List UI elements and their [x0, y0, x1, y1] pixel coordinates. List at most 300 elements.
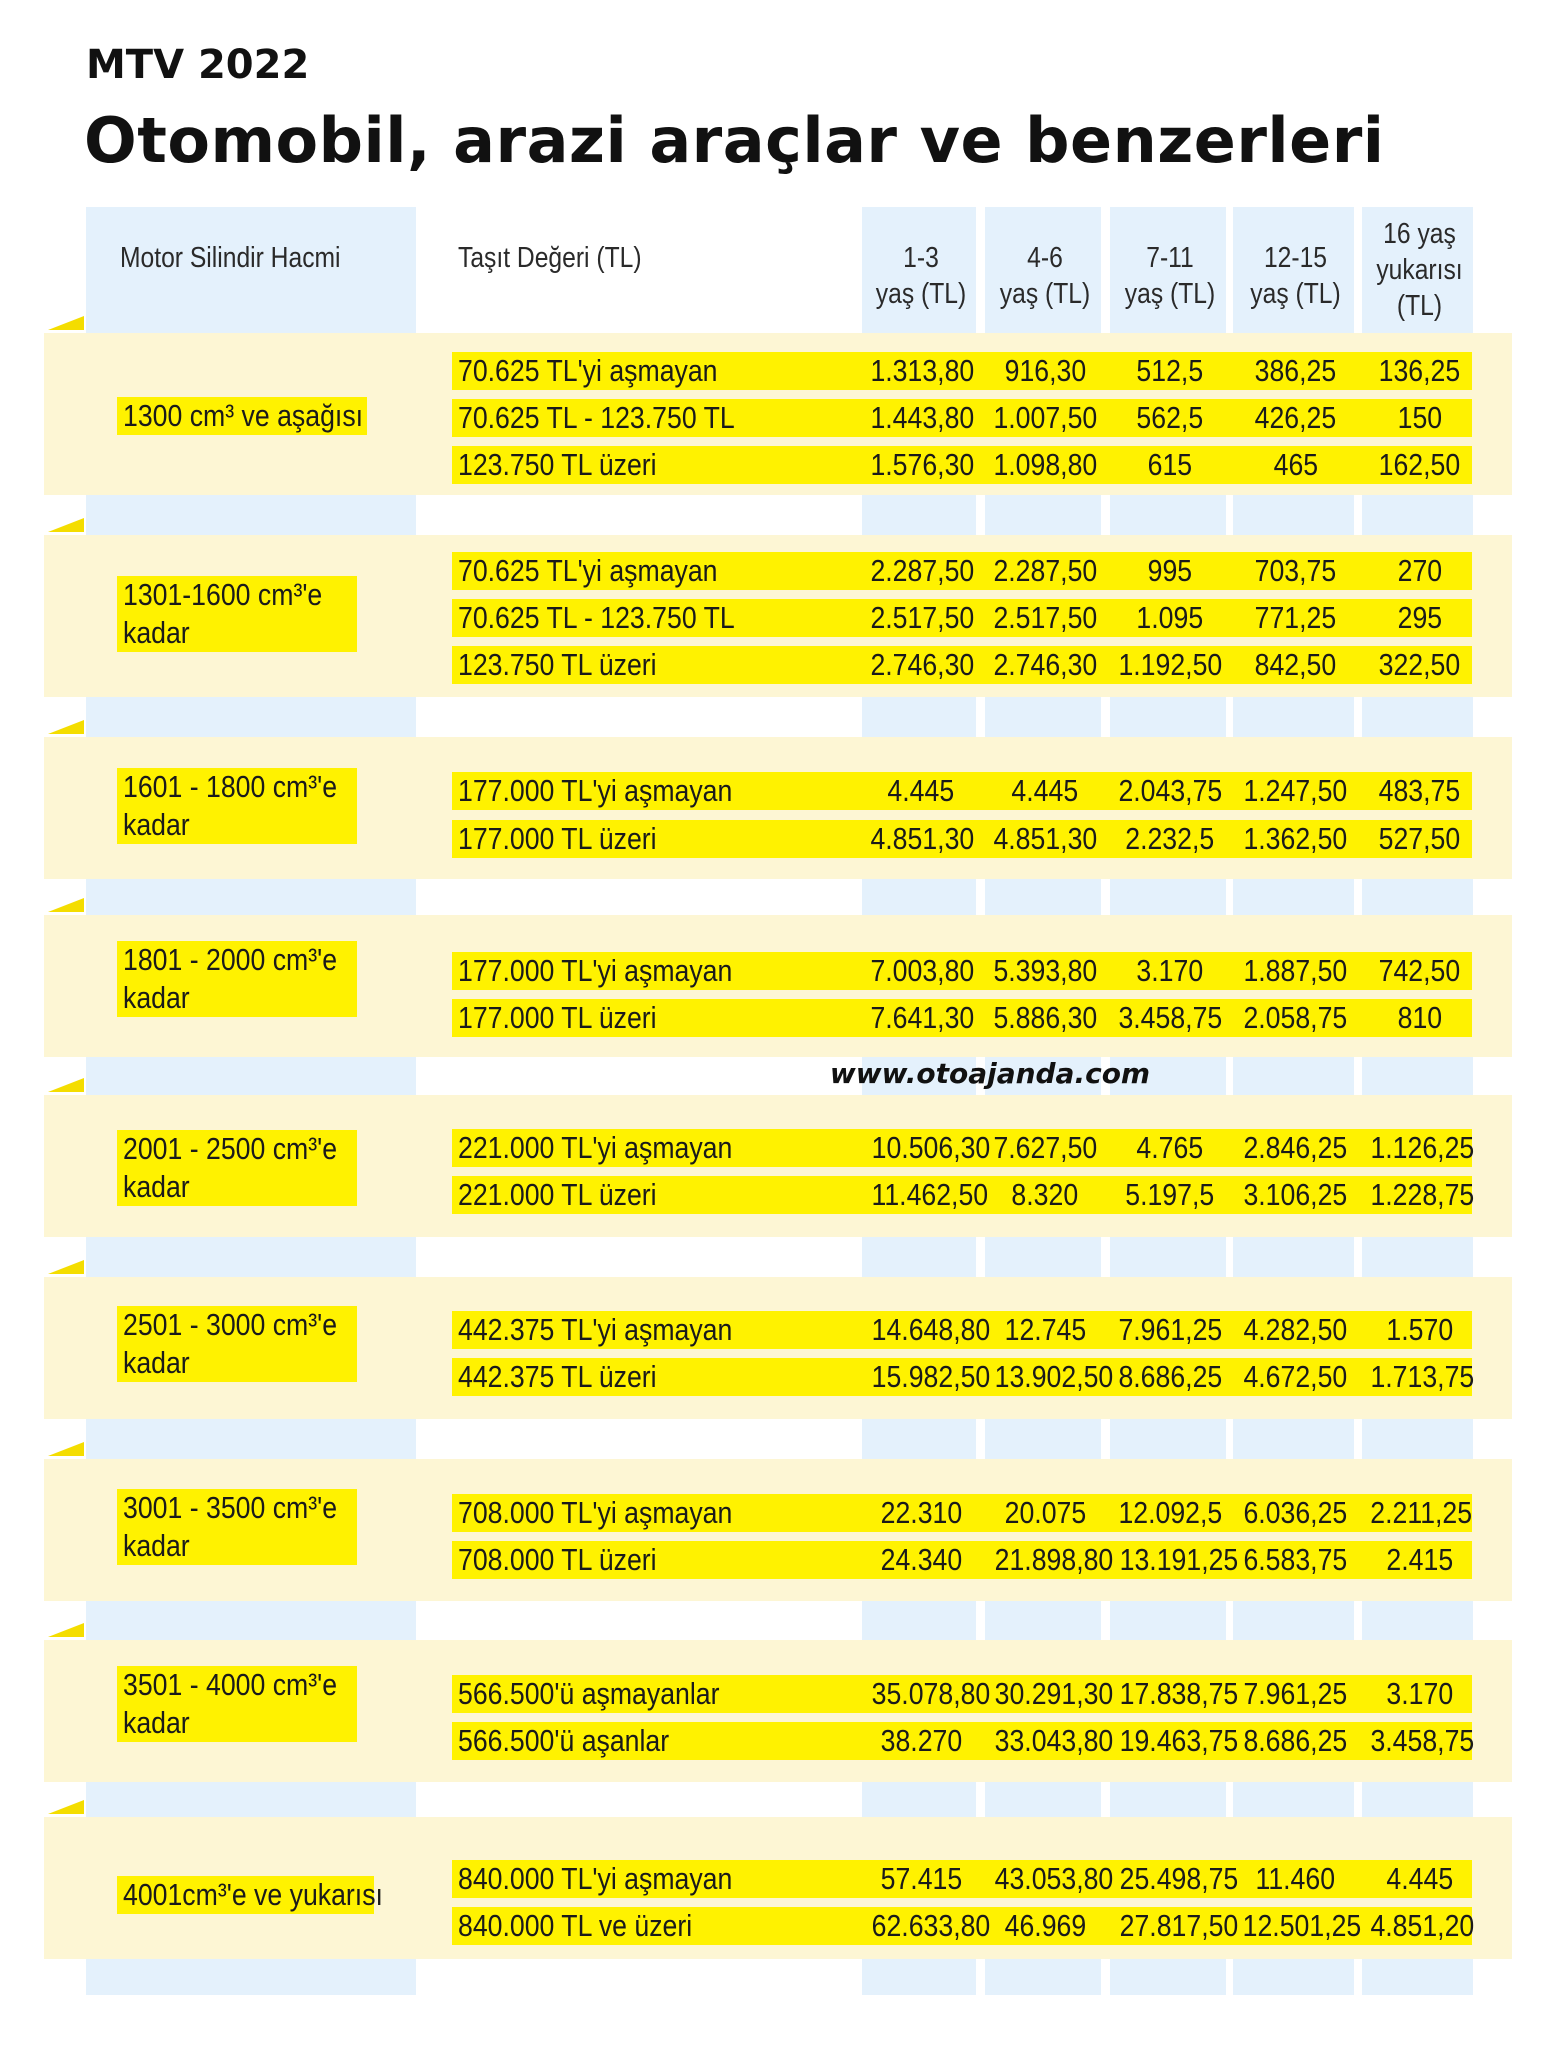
header-line: 7-11: [1146, 242, 1194, 274]
table-row: [452, 1311, 1472, 1349]
cell-text: 3.458,75: [1118, 1000, 1223, 1035]
cell-text: 17.838,75: [1119, 1676, 1239, 1711]
group-label-line: 3001 - 3500 cm³'e: [123, 1490, 338, 1525]
cell-text: 1.192,50: [1118, 647, 1223, 682]
cell-text: 12.745: [1004, 1312, 1086, 1347]
tax-amount-cell: [1362, 1494, 1477, 1532]
tax-amount-cell: [1110, 1541, 1239, 1579]
cell-text: 1.007,50: [993, 400, 1098, 435]
cell-text: 742,50: [1378, 953, 1461, 988]
table-row: [452, 952, 1472, 990]
header-line: (TL): [1396, 290, 1443, 322]
cell-text: 5.886,30: [993, 1000, 1098, 1035]
cell-text: 1.098,80: [993, 447, 1098, 482]
cell-text: 562,5: [1136, 400, 1204, 435]
cell-text: 11.460: [1255, 1861, 1336, 1896]
tax-amount-cell: [1362, 952, 1477, 990]
cell-text: 177.000 TL'yi aşmayan: [458, 773, 733, 808]
tax-amount-cell: [862, 352, 980, 390]
vehicle-value-cell: [458, 820, 689, 858]
cell-text: 1.713,75: [1370, 1359, 1475, 1394]
cell-text: 8.320: [1011, 1177, 1079, 1212]
cell-text: 8.686,25: [1243, 1723, 1348, 1758]
table-row: [452, 772, 1472, 810]
table-row: [452, 352, 1472, 390]
cell-text: 7.003,80: [870, 953, 975, 988]
table-row: [452, 1494, 1472, 1532]
cell-text: 4.851,30: [993, 821, 1098, 856]
tax-amount-cell: [862, 952, 980, 990]
corner-marker: [48, 1260, 84, 1274]
tax-amount-cell: [1233, 646, 1358, 684]
cell-text: 33.043,80: [994, 1723, 1114, 1758]
cell-text: 12.092,5: [1118, 1495, 1223, 1530]
cell-text: 19.463,75: [1119, 1723, 1239, 1758]
cell-text: 13.902,50: [994, 1359, 1114, 1394]
group-label-line: 2001 - 2500 cm³'e: [123, 1131, 338, 1166]
tax-amount-cell: [985, 1494, 1105, 1532]
table-row: [452, 599, 1472, 637]
tax-amount-cell: [985, 1675, 1114, 1713]
cell-text: 1.576,30: [870, 447, 975, 482]
cell-text: 43.053,80: [994, 1861, 1114, 1896]
cell-text: 2.287,50: [993, 553, 1098, 588]
tax-amount-cell: [1233, 599, 1358, 637]
tax-amount-cell: [1362, 1311, 1477, 1349]
cell-text: 512,5: [1136, 353, 1204, 388]
cell-text: 5.393,80: [993, 953, 1098, 988]
cell-text: 840.000 TL ve üzeri: [458, 1908, 693, 1943]
tax-amount-cell: [862, 1675, 991, 1713]
tax-amount-cell: [1233, 772, 1358, 810]
tax-amount-cell: [985, 1311, 1105, 1349]
group-label-line: kadar: [123, 807, 190, 842]
tax-amount-cell: [1233, 1860, 1358, 1898]
cell-text: 2.746,30: [870, 647, 975, 682]
cell-text: 177.000 TL üzeri: [458, 1000, 657, 1035]
cell-text: 1.095: [1136, 600, 1204, 635]
header-age4: [1242, 240, 1348, 312]
tax-amount-cell: [862, 999, 980, 1037]
title-small: MTV 2022: [86, 42, 310, 88]
cell-text: 35.078,80: [871, 1676, 991, 1711]
cell-text: 7.641,30: [870, 1000, 975, 1035]
tax-amount-cell: [1110, 1176, 1230, 1214]
header-line: 12-15: [1263, 242, 1328, 274]
vehicle-value-cell: [458, 1311, 777, 1349]
cell-text: 25.498,75: [1119, 1861, 1239, 1896]
cell-text: 842,50: [1254, 647, 1337, 682]
cell-text: 38.270: [880, 1723, 962, 1758]
cell-text: 2.211,25: [1370, 1495, 1473, 1530]
cell-text: 916,30: [1004, 353, 1086, 388]
header-line: yaş (TL): [1124, 278, 1216, 310]
tax-amount-cell: [1362, 1541, 1477, 1579]
cell-text: 221.000 TL'yi aşmayan: [458, 1130, 733, 1165]
group-label-line: 1300 cm³ ve aşağısı: [123, 398, 364, 433]
group-label: [117, 1306, 357, 1382]
corner-marker: [48, 1078, 84, 1092]
group-label: [117, 1130, 357, 1206]
vehicle-value-cell: [458, 1907, 730, 1945]
tax-amount-cell: [1362, 352, 1477, 390]
tax-amount-cell: [862, 646, 980, 684]
watermark: www.otoajanda.com: [829, 1057, 1151, 1090]
cell-text: 1.247,50: [1243, 773, 1348, 808]
cell-text: 4.445: [887, 773, 955, 808]
cell-text: 8.686,25: [1118, 1359, 1223, 1394]
tax-amount-cell: [1110, 1675, 1239, 1713]
cell-text: 3.106,25: [1243, 1177, 1348, 1212]
header-line: 1-3: [903, 242, 939, 274]
tax-amount-cell: [862, 399, 980, 437]
vehicle-value-cell: [458, 1494, 777, 1532]
header-line: 4-6: [1027, 242, 1063, 274]
cell-text: 4.445: [1386, 1861, 1453, 1896]
tax-amount-cell: [862, 1722, 980, 1760]
cell-text: 386,25: [1254, 353, 1337, 388]
tax-amount-cell: [862, 820, 980, 858]
tax-amount-cell: [1110, 446, 1230, 484]
cell-text: 11.462,50: [871, 1177, 989, 1212]
cell-text: 5.197,5: [1125, 1177, 1215, 1212]
tax-amount-cell: [1362, 1907, 1477, 1945]
tax-amount-cell: [1233, 952, 1358, 990]
group-label: [117, 1666, 357, 1742]
tax-amount-cell: [1110, 552, 1230, 590]
cell-text: 24.340: [880, 1542, 962, 1577]
tax-amount-cell: [1110, 599, 1230, 637]
tax-amount-cell: [1362, 599, 1477, 637]
tax-amount-cell: [1233, 1907, 1362, 1945]
cell-text: 442.375 TL'yi aşmayan: [458, 1312, 733, 1347]
tax-amount-cell: [985, 952, 1105, 990]
tax-amount-cell: [1362, 1358, 1477, 1396]
group-label: [117, 397, 367, 435]
cell-text: 771,25: [1254, 600, 1337, 635]
tax-amount-cell: [1110, 646, 1230, 684]
cell-text: 2.517,50: [993, 600, 1098, 635]
cell-text: 46.969: [1004, 1908, 1086, 1943]
group-label: [117, 768, 357, 844]
cell-text: 6.583,75: [1243, 1542, 1348, 1577]
header-age5: [1371, 216, 1469, 324]
group-label-line: kadar: [123, 1169, 190, 1204]
cell-text: 703,75: [1254, 553, 1337, 588]
tax-amount-cell: [862, 599, 980, 637]
cell-text: 7.961,25: [1118, 1312, 1223, 1347]
vehicle-value-cell: [458, 1129, 777, 1167]
cell-text: 13.191,25: [1119, 1542, 1239, 1577]
table-row: [452, 1129, 1475, 1167]
cell-text: 3.458,75: [1370, 1723, 1475, 1758]
cell-text: 708.000 TL'yi aşmayan: [458, 1495, 733, 1530]
tax-amount-cell: [1362, 772, 1477, 810]
header-line: yaş (TL): [1250, 278, 1341, 310]
tax-amount-cell: [1233, 999, 1358, 1037]
tax-amount-cell: [1233, 1494, 1358, 1532]
group-label-line: 2501 - 3000 cm³'e: [123, 1307, 338, 1342]
tax-amount-cell: [862, 1907, 991, 1945]
header-age1: [871, 240, 971, 312]
tax-amount-cell: [1110, 1311, 1230, 1349]
tax-amount-cell: [1110, 1860, 1239, 1898]
tax-amount-cell: [862, 1311, 991, 1349]
corner-marker: [48, 1623, 84, 1637]
table-row: [452, 1675, 1472, 1713]
cell-text: 12.501,25: [1242, 1908, 1362, 1943]
cell-text: 6.036,25: [1243, 1495, 1348, 1530]
tax-amount-cell: [1233, 820, 1358, 858]
tax-amount-cell: [1110, 399, 1230, 437]
vehicle-value-cell: [458, 599, 780, 637]
tax-amount-cell: [985, 1176, 1105, 1214]
tax-amount-cell: [862, 1176, 989, 1214]
header-line: yaş (TL): [875, 278, 967, 310]
cell-text: 70.625 TL'yi aşmayan: [458, 553, 718, 588]
corner-marker: [48, 898, 84, 912]
tax-amount-cell: [985, 399, 1105, 437]
table-row: [452, 999, 1472, 1037]
tax-amount-cell: [1362, 1176, 1477, 1214]
tax-amount-cell: [1362, 820, 1477, 858]
tax-amount-cell: [1362, 999, 1477, 1037]
cell-text: 2.746,30: [993, 647, 1098, 682]
tax-amount-cell: [1362, 552, 1477, 590]
cell-text: 2.846,25: [1243, 1130, 1348, 1165]
vehicle-value-cell: [458, 1541, 689, 1579]
group-label-line: 3501 - 4000 cm³'e: [123, 1667, 338, 1702]
table-row: [452, 552, 1472, 590]
header-motor: Motor Silindir Hacmi: [120, 242, 341, 274]
table-row: [452, 399, 1472, 437]
tax-amount-cell: [862, 1358, 991, 1396]
cell-text: 162,50: [1378, 447, 1461, 482]
cell-text: 322,50: [1378, 647, 1461, 682]
group-label-line: 1801 - 2000 cm³'e: [123, 942, 338, 977]
tax-amount-cell: [862, 1129, 991, 1167]
cell-text: 136,25: [1378, 353, 1461, 388]
cell-text: 2.287,50: [870, 553, 975, 588]
cell-text: 527,50: [1378, 821, 1461, 856]
cell-text: 1.570: [1386, 1312, 1453, 1347]
tax-amount-cell: [1233, 399, 1358, 437]
tax-amount-cell: [1110, 820, 1230, 858]
cell-text: 4.851,20: [1370, 1908, 1475, 1943]
vehicle-value-cell: [458, 399, 780, 437]
group-label: [117, 576, 357, 652]
cell-text: 70.625 TL - 123.750 TL: [458, 400, 735, 435]
tax-amount-cell: [1233, 1358, 1358, 1396]
vehicle-value-cell: [458, 1358, 689, 1396]
tax-amount-cell: [985, 1860, 1114, 1898]
cell-text: 295: [1397, 600, 1442, 635]
tax-amount-cell: [1362, 1860, 1477, 1898]
tax-amount-cell: [985, 1129, 1105, 1167]
cell-text: 465: [1273, 447, 1318, 482]
cell-text: 3.170: [1136, 953, 1204, 988]
cell-text: 840.000 TL'yi aşmayan: [458, 1861, 733, 1896]
cell-text: 1.443,80: [870, 400, 975, 435]
corner-marker: [48, 1800, 84, 1814]
table-row: [452, 1722, 1475, 1760]
cell-text: 7.961,25: [1243, 1676, 1348, 1711]
tax-amount-cell: [985, 1907, 1105, 1945]
cell-text: 7.627,50: [993, 1130, 1098, 1165]
group-label: [117, 1489, 357, 1565]
tax-amount-cell: [1233, 1129, 1358, 1167]
tax-amount-cell: [985, 646, 1105, 684]
tax-amount-cell: [1362, 1675, 1477, 1713]
tax-amount-cell: [985, 820, 1105, 858]
tax-amount-cell: [1110, 1358, 1230, 1396]
cell-text: 615: [1147, 447, 1193, 482]
cell-text: 566.500'ü aşanlar: [458, 1723, 670, 1758]
tax-amount-cell: [985, 1541, 1114, 1579]
table-row: [452, 1541, 1472, 1579]
vehicle-value-cell: [458, 1675, 762, 1713]
header-line: 16 yaş: [1383, 218, 1456, 250]
tax-amount-cell: [985, 446, 1105, 484]
group-label-line: kadar: [123, 1705, 190, 1740]
group-label: [117, 1876, 383, 1914]
cell-text: 123.750 TL üzeri: [458, 447, 657, 482]
cell-text: 70.625 TL'yi aşmayan: [458, 353, 718, 388]
tax-amount-cell: [985, 772, 1105, 810]
vehicle-value-cell: [458, 646, 689, 684]
cell-text: 15.982,50: [871, 1359, 991, 1394]
tax-amount-cell: [985, 352, 1105, 390]
tax-amount-cell: [1110, 352, 1230, 390]
table-row: [452, 1176, 1475, 1214]
header-line: yukarısı: [1376, 254, 1463, 286]
tax-amount-cell: [985, 599, 1105, 637]
group-label-line: 1301-1600 cm³'e: [123, 577, 323, 612]
cell-text: 566.500'ü aşmayanlar: [458, 1676, 720, 1711]
cell-text: 483,75: [1378, 773, 1461, 808]
tax-amount-cell: [1233, 552, 1358, 590]
cell-text: 426,25: [1254, 400, 1337, 435]
cell-text: 2.415: [1386, 1542, 1453, 1577]
corner-marker: [48, 720, 84, 734]
tax-amount-cell: [1110, 1722, 1239, 1760]
tax-amount-cell: [1110, 999, 1230, 1037]
cell-text: 4.282,50: [1243, 1312, 1348, 1347]
tax-amount-cell: [1362, 1722, 1477, 1760]
corner-marker: [48, 316, 84, 330]
tax-amount-cell: [1362, 446, 1477, 484]
cell-text: 442.375 TL üzeri: [458, 1359, 657, 1394]
cell-text: 123.750 TL üzeri: [458, 647, 657, 682]
tax-amount-cell: [1233, 1541, 1358, 1579]
group-label-line: 4001cm³'e ve yukarısı: [123, 1877, 383, 1912]
tax-amount-cell: [1362, 1129, 1477, 1167]
group-label-line: kadar: [123, 980, 190, 1015]
vehicle-value-cell: [458, 352, 760, 390]
cell-text: 2.043,75: [1118, 773, 1223, 808]
cell-text: 810: [1397, 1000, 1442, 1035]
cell-text: 2.058,75: [1243, 1000, 1348, 1035]
tax-amount-cell: [985, 999, 1105, 1037]
cell-text: 1.362,50: [1243, 821, 1348, 856]
header-line: yaş (TL): [999, 278, 1091, 310]
cell-text: 177.000 TL üzeri: [458, 821, 657, 856]
cell-text: 2.232,5: [1125, 821, 1215, 856]
tax-amount-cell: [1233, 1176, 1358, 1214]
corner-marker: [48, 518, 84, 532]
cell-text: 708.000 TL üzeri: [458, 1542, 657, 1577]
page-title: Otomobil, arazi araçlar ve benzerleri: [84, 104, 1385, 177]
tax-amount-cell: [1233, 446, 1358, 484]
cell-text: 4.851,30: [870, 821, 975, 856]
table-row: [452, 820, 1472, 858]
tax-amount-cell: [1110, 1907, 1239, 1945]
cell-text: 221.000 TL üzeri: [458, 1177, 657, 1212]
vehicle-value-cell: [458, 446, 689, 484]
group-label-line: 1601 - 1800 cm³'e: [123, 769, 338, 804]
group-label: [117, 941, 357, 1017]
vehicle-value-cell: [458, 999, 689, 1037]
tax-amount-cell: [862, 1541, 980, 1579]
tax-amount-cell: [1233, 1722, 1358, 1760]
vehicle-value-cell: [458, 1860, 777, 1898]
cell-text: 4.445: [1011, 773, 1079, 808]
tax-amount-cell: [1110, 1129, 1230, 1167]
cell-text: 2.517,50: [870, 600, 975, 635]
tax-amount-cell: [1110, 952, 1230, 990]
table-row: [452, 1907, 1475, 1945]
cell-text: 14.648,80: [871, 1312, 991, 1347]
tax-amount-cell: [1362, 399, 1477, 437]
vehicle-value-cell: [458, 1176, 689, 1214]
group-label-line: kadar: [123, 1528, 190, 1563]
cell-text: 62.633,80: [871, 1908, 991, 1943]
cell-text: 57.415: [880, 1861, 962, 1896]
cell-text: 1.887,50: [1243, 953, 1348, 988]
tax-amount-cell: [862, 1494, 980, 1532]
cell-text: 150: [1397, 400, 1442, 435]
cell-text: 1.126,25: [1370, 1130, 1475, 1165]
cell-text: 10.506,30: [871, 1130, 991, 1165]
corner-marker: [48, 1442, 84, 1456]
header-value: Taşıt Değeri (TL): [458, 242, 642, 274]
vehicle-value-cell: [458, 552, 760, 590]
tax-amount-cell: [985, 552, 1105, 590]
header-age2: [994, 240, 1096, 312]
tax-amount-cell: [862, 772, 980, 810]
cell-text: 30.291,30: [994, 1676, 1114, 1711]
cell-text: 22.310: [880, 1495, 962, 1530]
cell-text: 4.672,50: [1243, 1359, 1348, 1394]
cell-text: 270: [1397, 553, 1442, 588]
vehicle-value-cell: [458, 952, 777, 990]
cell-text: 70.625 TL - 123.750 TL: [458, 600, 735, 635]
header-age3: [1119, 240, 1221, 312]
cell-text: 177.000 TL'yi aşmayan: [458, 953, 733, 988]
tax-amount-cell: [862, 552, 980, 590]
cell-text: 21.898,80: [994, 1542, 1114, 1577]
tax-amount-cell: [1110, 1494, 1230, 1532]
cell-text: 995: [1147, 553, 1193, 588]
tax-amount-cell: [1362, 646, 1477, 684]
cell-text: 1.313,80: [870, 353, 975, 388]
tax-amount-cell: [985, 1722, 1114, 1760]
group-label-line: kadar: [123, 1345, 190, 1380]
tax-amount-cell: [1233, 352, 1358, 390]
tax-amount-cell: [985, 1358, 1114, 1396]
cell-text: 27.817,50: [1119, 1908, 1239, 1943]
cell-text: 3.170: [1386, 1676, 1453, 1711]
